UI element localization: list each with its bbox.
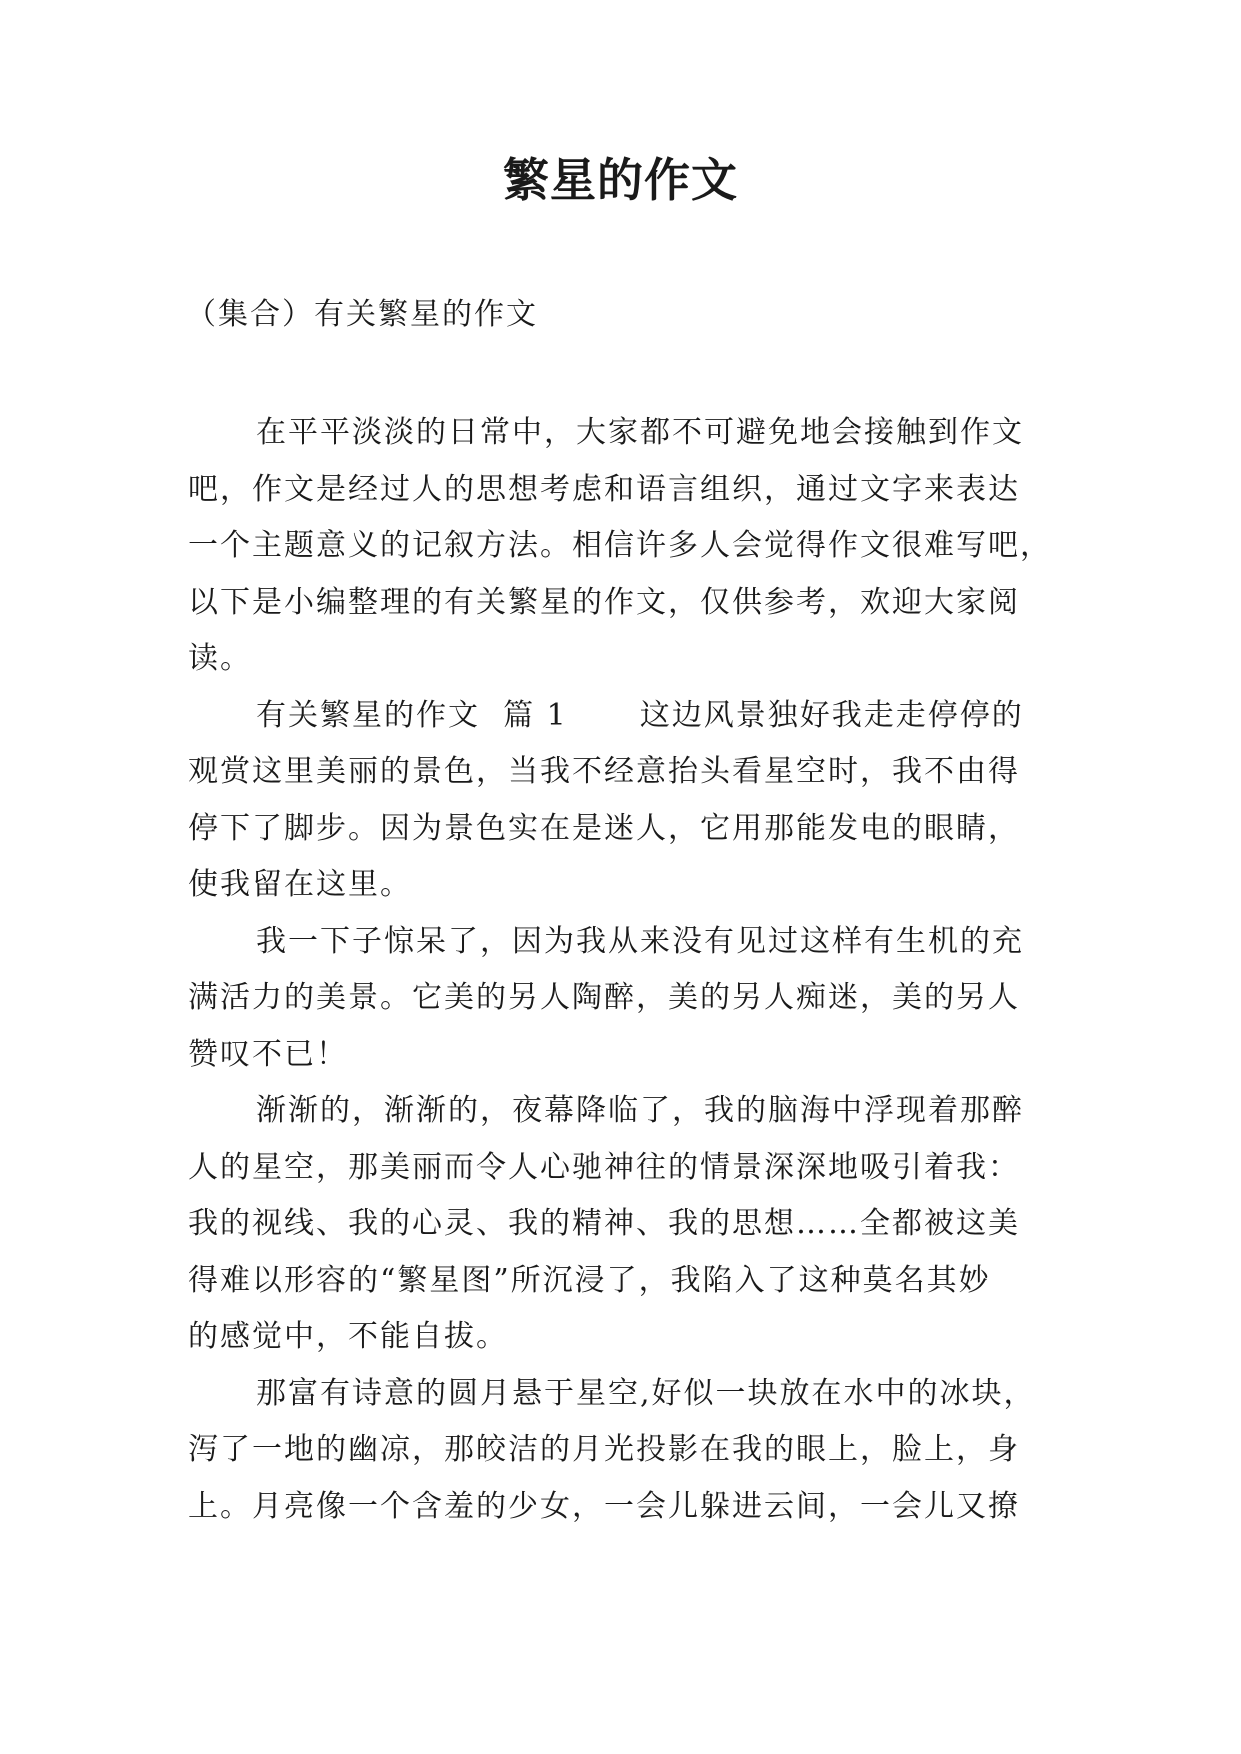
paragraph-line: 上。月亮像一个含羞的少女，一会儿躲进云间，一会儿又撩 [188, 1488, 1020, 1524]
paragraph-line: 渐渐的，渐渐的，夜幕降临了，我的脑海中浮现着那醉 [256, 1093, 1024, 1128]
paragraph-line: 那富有诗意的圆月悬于星空,好似一块放在水中的冰块， [256, 1375, 1036, 1411]
paragraph-line: 赞叹不已！ [188, 1036, 348, 1072]
paragraph-line: 观赏这里美丽的景色，当我不经意抬头看星空时，我不由得 [188, 754, 1020, 789]
paragraph-line: 我一下子惊呆了，因为我从来没有见过这样有生机的充 [256, 923, 1024, 959]
section-heading-line [188, 688, 1056, 745]
paragraph-line: 以下是小编整理的有关繁星的作文，仅供参考，欢迎大家阅 [188, 584, 1020, 620]
paragraph-line: 在平平淡淡的日常中，大家都不可避免地会接触到作文 [256, 415, 1024, 450]
document-subtitle: （集合）有关繁星的作文 [186, 297, 538, 332]
paragraph-line: 满活力的美景。它美的另人陶醉，美的另人痴迷，美的另人 [188, 980, 1020, 1015]
paragraph-line: 得难以形容的“繁星图”所沉浸了，我陷入了这种莫名其妙 [188, 1262, 991, 1298]
paragraph-line: 人的星空，那美丽而令人心驰神往的情景深深地吸引着我： [188, 1149, 1020, 1185]
document-body [188, 405, 1056, 1535]
paragraph-line-start: 这边风景独好我走走停停的 [639, 697, 1024, 733]
document-title: 繁星的作文 [503, 153, 738, 207]
paragraph-line: 一个主题意义的记叙方法。相信许多人会觉得作文很难写吧， [188, 528, 1052, 563]
paragraph-line: 使我留在这里。 [188, 867, 412, 902]
section-heading: 有关繁星的作文 篇 1 [256, 697, 568, 733]
paragraph-line: 我的视线、我的心灵、我的精神、我的思想……全都被这美 [188, 1206, 1020, 1241]
paragraph-line: 停下了脚步。因为景色实在是迷人，它用那能发电的眼睛， [188, 810, 1020, 846]
paragraph-line: 泻了一地的幽凉，那皎洁的月光投影在我的眼上，脸上，身 [188, 1432, 1020, 1467]
paragraph-line: 读。 [188, 641, 252, 676]
paragraph-line: 的感觉中，不能自拔。 [188, 1319, 508, 1354]
paragraph-line: 吧，作文是经过人的思想考虑和语言组织，通过文字来表达 [188, 471, 1020, 507]
